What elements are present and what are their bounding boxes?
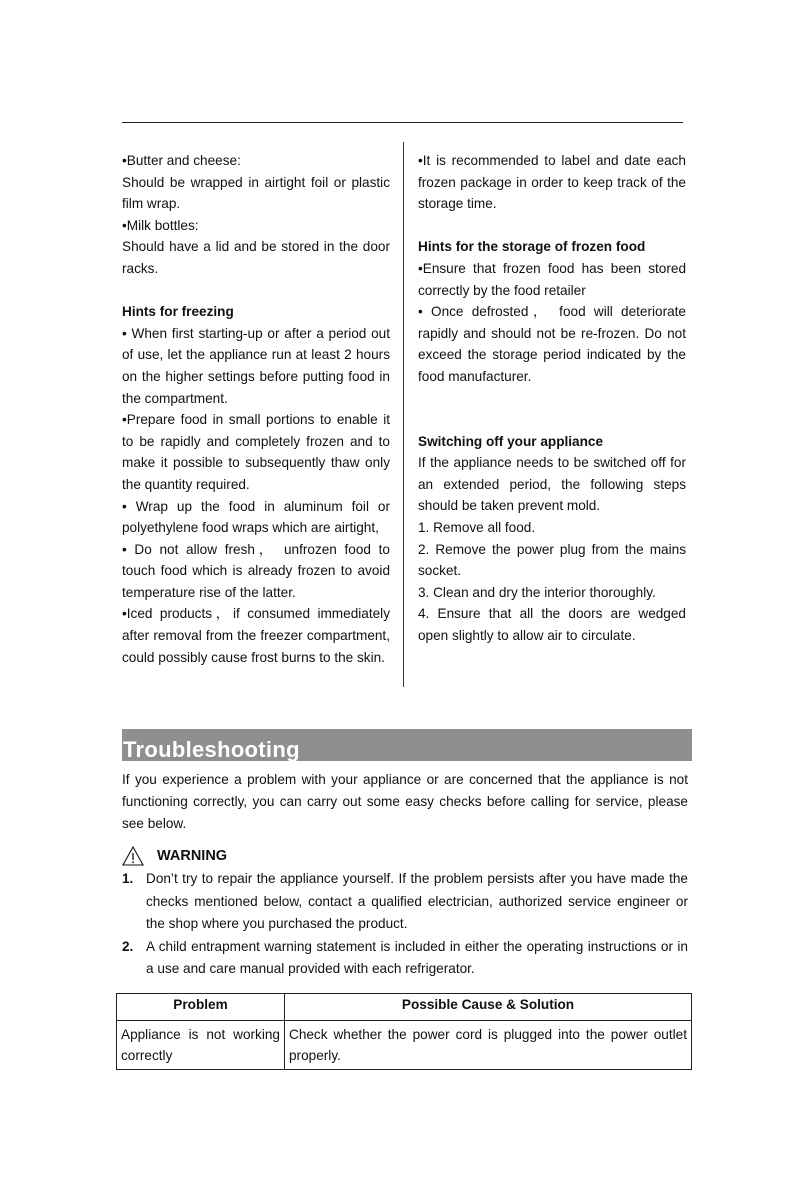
milk-bottles-label: •Milk bottles: xyxy=(122,217,199,233)
column-header-solution: Possible Cause & Solution xyxy=(285,994,692,1021)
switching-off-heading: Switching off your appliance xyxy=(418,433,604,449)
spacer xyxy=(122,280,390,302)
freezing-tip-3: • Wrap up the food in aluminum foil or polyethylene food wraps which are airtight, xyxy=(122,498,390,536)
warning-item xyxy=(122,936,688,981)
solution-cell: Check whether the power cord is plugged into the power outlet properly. xyxy=(285,1021,692,1070)
butter-cheese-text: Should be wrapped in airtight foil or plastic film wrap. xyxy=(122,174,390,212)
warning-list xyxy=(122,868,688,981)
warning-triangle-icon xyxy=(122,846,144,866)
switch-off-step-3: 3. Clean and dry the interior thoroughly. xyxy=(418,584,656,600)
column-header-problem: Problem xyxy=(117,994,285,1021)
troubleshooting-intro: If you experience a problem with your appliance or are concerned that the appliance is not functioning correctly, you can carry out some easy checks before calling for service, please see below. xyxy=(122,772,688,831)
label-date-tip: •It is recommended to label and date each frozen package in order to keep track of the storage time. xyxy=(418,153,686,212)
freezing-tip-5: •Iced products，if consumed immediately after removal from the freezer compartment, could possibly cause frost burns to the skin. xyxy=(122,606,390,665)
freezing-tip-1: • When first starting-up or after a period out of use, let the appliance run at least 2 hours on the higher settings before putting food in the compartment. xyxy=(122,325,390,406)
problem-cell: Appliance is not working correctly xyxy=(117,1021,285,1070)
table-header-row xyxy=(117,994,692,1021)
header-rule xyxy=(122,122,683,123)
frozen-storage-heading: Hints for the storage of frozen food xyxy=(418,239,646,255)
switch-off-step-4: 4. Ensure that all the doors are wedged open slightly to allow air to circulate. xyxy=(418,606,686,643)
spacer xyxy=(418,215,686,237)
milk-bottles-text: Should have a lid and be stored in the door racks. xyxy=(122,239,390,276)
warning-row xyxy=(122,845,227,867)
warning-item-text: A child entrapment warning statement is included in either the operating instructions or in a use and care manual provided with each refrigerator. xyxy=(146,938,688,976)
frozen-storage-tip-1: •Ensure that frozen food has been stored correctly by the food retailer xyxy=(418,260,686,298)
hints-freezing-heading: Hints for freezing xyxy=(122,304,234,320)
table-row xyxy=(117,1021,692,1070)
column-divider xyxy=(403,142,404,687)
freezing-tip-4: • Do not allow fresh， unfrozen food to touch food which is already frozen to avoid temperature rise of the latter. xyxy=(122,541,390,600)
spacer xyxy=(418,388,686,431)
left-column xyxy=(122,150,390,668)
warning-item-number: 1. xyxy=(122,871,134,886)
warning-label: WARNING xyxy=(157,848,228,864)
switching-off-intro: If the appliance needs to be switched off for an extended period, the following steps should be taken prevent mold. xyxy=(418,455,686,514)
warning-item-number: 2. xyxy=(122,938,134,954)
freezing-tip-2: •Prepare food in small portions to enable it to be rapidly and completely frozen and to make it possible to subsequently thaw only the quantity required. xyxy=(122,412,390,492)
warning-item xyxy=(122,868,688,936)
butter-cheese-label: •Butter and cheese: xyxy=(122,153,241,168)
frozen-storage-tip-2: • Once defrosted， food will deteriorate rapidly and should not be re-frozen. Do not exceed the storage period indicated by the food manufacturer. xyxy=(418,304,686,384)
right-column xyxy=(418,150,686,646)
switch-off-step-2: 2. Remove the power plug from the mains socket. xyxy=(418,541,686,579)
troubleshooting-title: Troubleshooting xyxy=(123,737,300,762)
warning-item-text: Don’t try to repair the appliance yourself. If the problem persists after you have made the checks mentioned below, contact a qualified electrician, authorized service engineer or the shop where you purchased the product. xyxy=(146,871,688,931)
troubleshooting-table xyxy=(116,993,692,1070)
switch-off-step-1: 1. Remove all food. xyxy=(418,519,536,535)
